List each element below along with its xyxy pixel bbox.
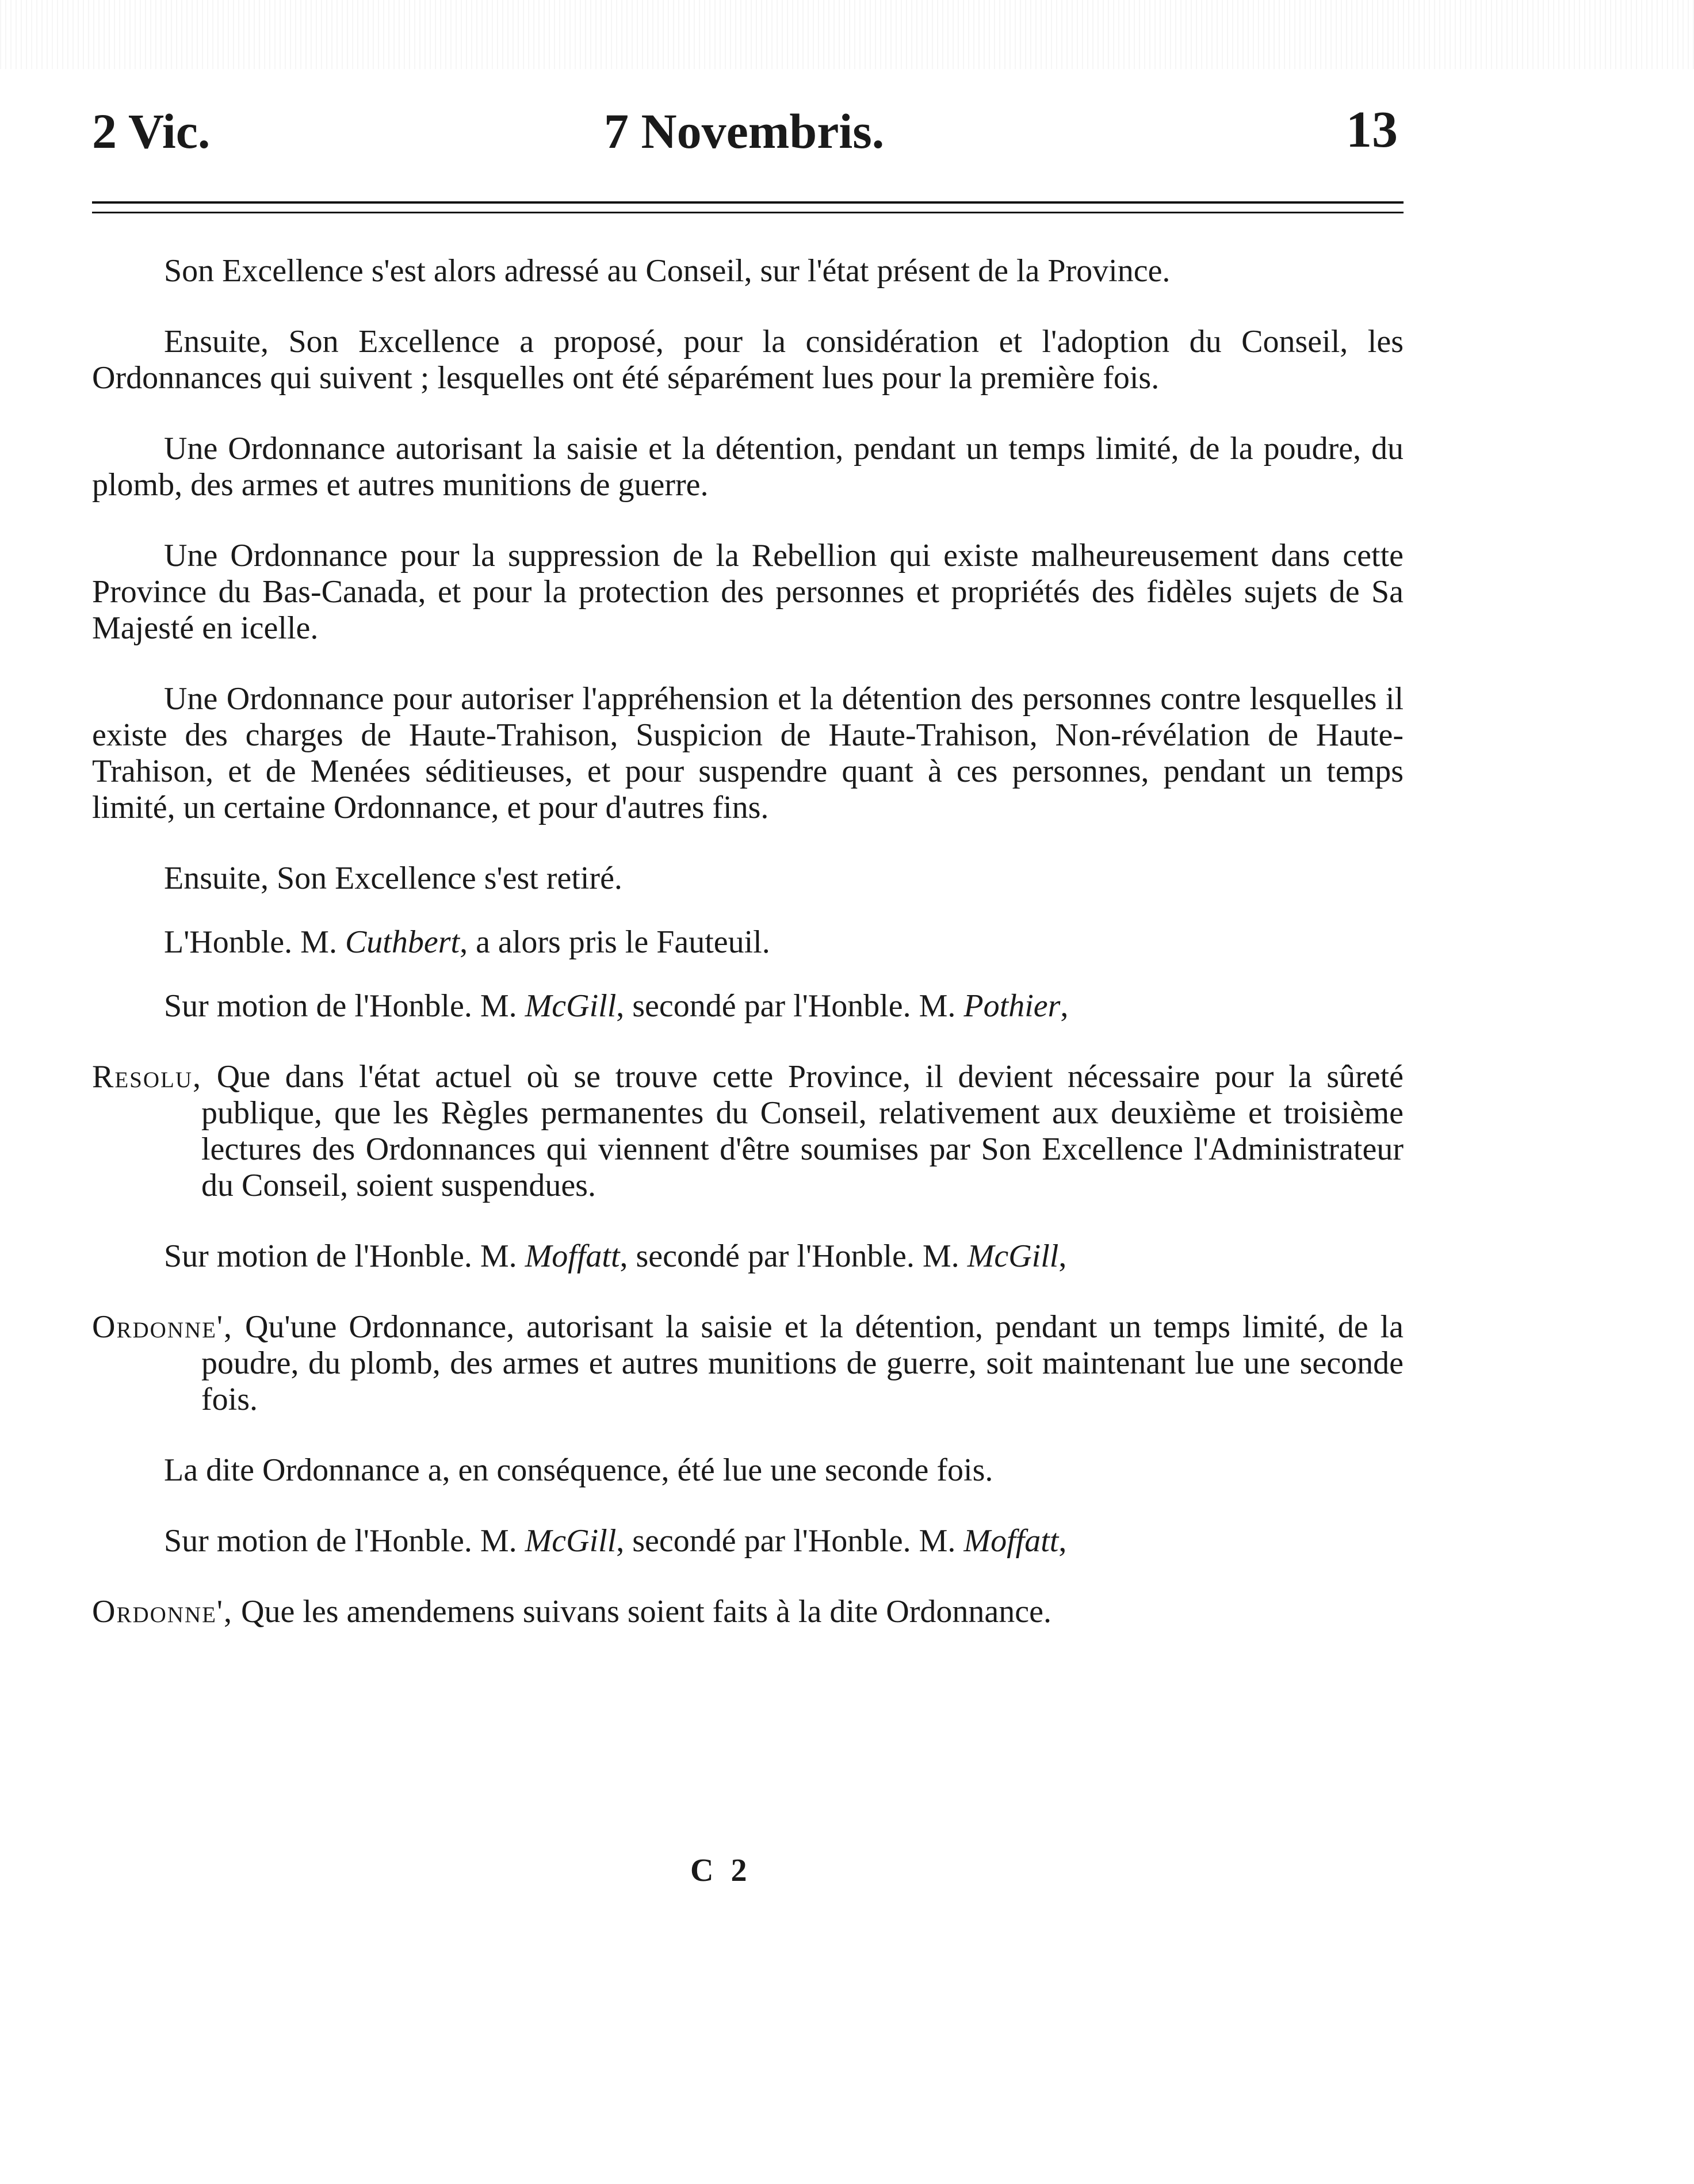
paragraph-proposal: Ensuite, Son Excellence a proposé, pour la considération et l'adoption du Conseil, les Ordonnances qui suivent ; lesquelles ont été séparément lues pour la première fois.: [92, 324, 1404, 396]
paragraph-ordinance-seizure: Une Ordonnance autorisant la saisie et la détention, pendant un temps limité, de la poudre, du plomb, des armes et autres munitions de guerre.: [92, 431, 1404, 503]
header-double-rule: [92, 201, 1404, 213]
motion-1-pre: Sur motion de l'Honble. M.: [164, 988, 525, 1024]
paragraph-order-2: [92, 1594, 1404, 1630]
regnal-year: 2 Vic.: [92, 104, 211, 159]
chair-name: Cuthbert: [345, 924, 460, 960]
motion-2-post: ,: [1058, 1238, 1067, 1274]
motion-2-mover: Moffatt: [525, 1238, 620, 1274]
motion-3-mid: , secondé par l'Honble. M.: [616, 1523, 964, 1559]
paragraph-motion-3: [92, 1523, 1404, 1559]
motion-1-mover: McGill: [525, 988, 617, 1024]
order-2-label: Ordonne',: [92, 1594, 234, 1630]
motion-2-seconder: McGill: [967, 1238, 1059, 1274]
order-1-text: Qu'une Ordonnance, autorisant la saisie et la détention, pendant un temps limité, de la poudre, du plomb, des armes et autres munitions de guerre, soit maintenant lue une seconde fois.: [201, 1309, 1404, 1417]
paragraph-chair: [92, 924, 1404, 961]
paragraph-ordinance-rebellion: Une Ordonnance pour la suppression de la Rebellion qui existe malheureusement dans cette Province du Bas-Canada, et pour la protection des personnes et propriétés des fidèles sujets de Sa Majesté en icelle.: [92, 538, 1404, 646]
motion-3-mover: McGill: [525, 1523, 617, 1559]
motion-3-seconder: Moffatt: [963, 1523, 1059, 1559]
order-2-text: Que les amendemens suivans soient faits à la dite Ordonnance.: [233, 1594, 1051, 1630]
paragraph-motion-2: [92, 1238, 1404, 1275]
paragraph-withdrawal: Ensuite, Son Excellence s'est retiré.: [164, 860, 622, 896]
paragraph-address: Son Excellence s'est alors adressé au Conseil, sur l'état présent de la Province.: [164, 253, 1171, 289]
motion-2-mid: , secondé par l'Honble. M.: [620, 1238, 968, 1274]
order-1-label: Ordonne',: [92, 1309, 234, 1345]
page: [86, 92, 1404, 1990]
paragraph-order-1: [92, 1309, 1404, 1418]
motion-3-post: ,: [1058, 1523, 1067, 1559]
page-number: 13: [1346, 101, 1398, 158]
resolution-label: Resolu,: [92, 1059, 202, 1095]
signature-mark: C 2: [690, 1853, 752, 1888]
paragraph-motion-1: [92, 988, 1404, 1024]
paragraph-second-reading: La dite Ordonnance a, en conséquence, été lue une seconde fois.: [164, 1452, 993, 1488]
date-heading: 7 Novembris.: [604, 104, 885, 159]
chair-text-pre: L'Honble. M.: [164, 924, 345, 960]
running-head: [86, 92, 1398, 159]
motion-2-pre: Sur motion de l'Honble. M.: [164, 1238, 525, 1274]
motion-1-mid: , secondé par l'Honble. M.: [616, 988, 964, 1024]
motion-3-pre: Sur motion de l'Honble. M.: [164, 1523, 525, 1559]
scan-noise: [0, 0, 1694, 69]
motion-1-post: ,: [1060, 988, 1069, 1024]
paragraph-resolution: [92, 1059, 1404, 1204]
resolution-text: Que dans l'état actuel où se trouve cette Province, il devient nécessaire pour la sûreté publique, que les Règles permanentes du Conseil, relativement aux deuxième et troisième lectures des Ordonnances qui viennent d'être soumises par Son Excellence l'Administrateur du Conseil, soient suspendues.: [201, 1059, 1404, 1203]
page-body: [92, 253, 1404, 1630]
paragraph-ordinance-detention: Une Ordonnance pour autoriser l'appréhension et la détention des personnes contre lesquelles il existe des charges de Haute-Trahison, Suspicion de Haute-Trahison, Non-révélation de Haute-Trahison, et de Menées séditieuses, et pour suspendre quant à ces personnes, pendant un temps limité, un certaine Ordonnance, et pour d'autres fins.: [92, 681, 1404, 825]
chair-text-post: , a alors pris le Fauteuil.: [460, 924, 770, 960]
motion-1-seconder: Pothier: [963, 988, 1061, 1024]
